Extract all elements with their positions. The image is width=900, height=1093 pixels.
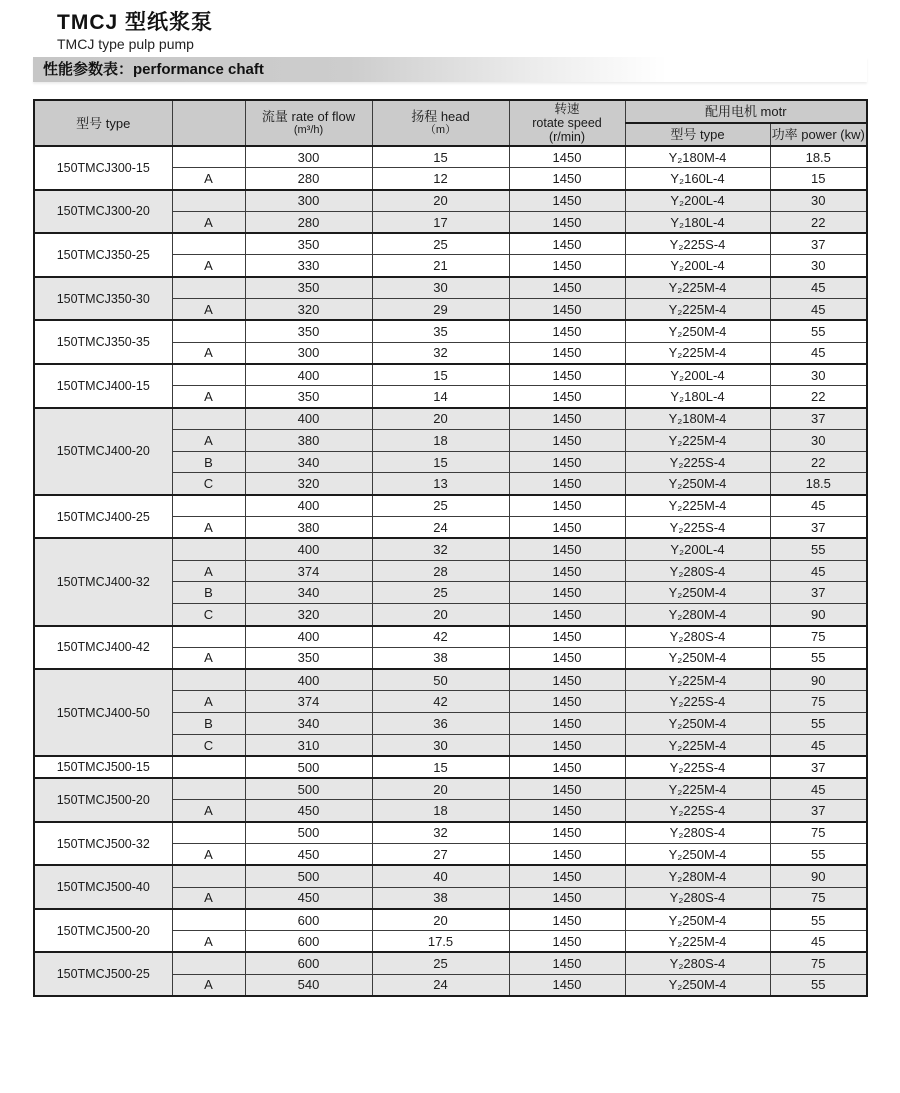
header-motor-type: 型号 type bbox=[625, 123, 770, 146]
variant-cell bbox=[172, 146, 245, 168]
motor-cell: Y₂250M-4 bbox=[625, 320, 770, 342]
motor-cell: Y₂180M-4 bbox=[625, 408, 770, 430]
variant-cell bbox=[172, 952, 245, 974]
table-row bbox=[34, 626, 867, 648]
model-cell: 150TMCJ400-20 bbox=[34, 408, 172, 495]
head-cell: 29 bbox=[372, 299, 509, 321]
motor-cell: Y₂280S-4 bbox=[625, 626, 770, 648]
table-row bbox=[34, 277, 867, 299]
motor-cell: Y₂280S-4 bbox=[625, 822, 770, 844]
variant-cell: B bbox=[172, 451, 245, 473]
motor-cell: Y₂225S-4 bbox=[625, 517, 770, 539]
variant-cell: A bbox=[172, 386, 245, 408]
variant-cell: A bbox=[172, 429, 245, 451]
header-model: 型号 type bbox=[34, 100, 172, 146]
speed-cell: 1450 bbox=[509, 822, 625, 844]
variant-cell: A bbox=[172, 931, 245, 953]
power-cell: 22 bbox=[770, 451, 867, 473]
flow-cell: 500 bbox=[245, 778, 372, 800]
motor-cell: Y₂225M-4 bbox=[625, 669, 770, 691]
header-variant bbox=[172, 100, 245, 146]
speed-cell: 1450 bbox=[509, 299, 625, 321]
variant-cell bbox=[172, 909, 245, 931]
power-cell: 55 bbox=[770, 647, 867, 669]
variant-cell bbox=[172, 320, 245, 342]
head-cell: 20 bbox=[372, 778, 509, 800]
head-cell: 15 bbox=[372, 364, 509, 386]
flow-cell: 340 bbox=[245, 713, 372, 735]
power-cell: 90 bbox=[770, 865, 867, 887]
flow-cell: 540 bbox=[245, 974, 372, 996]
speed-cell: 1450 bbox=[509, 342, 625, 364]
power-cell: 22 bbox=[770, 211, 867, 233]
power-cell: 45 bbox=[770, 735, 867, 757]
motor-cell: Y₂200L-4 bbox=[625, 538, 770, 560]
flow-cell: 374 bbox=[245, 691, 372, 713]
power-cell: 45 bbox=[770, 560, 867, 582]
flow-cell: 450 bbox=[245, 800, 372, 822]
flow-cell: 400 bbox=[245, 669, 372, 691]
power-cell: 45 bbox=[770, 299, 867, 321]
table-header bbox=[34, 100, 867, 146]
motor-cell: Y₂225S-4 bbox=[625, 233, 770, 255]
speed-cell: 1450 bbox=[509, 277, 625, 299]
flow-cell: 500 bbox=[245, 865, 372, 887]
table-row bbox=[34, 822, 867, 844]
power-cell: 75 bbox=[770, 887, 867, 909]
head-cell: 25 bbox=[372, 233, 509, 255]
table-row bbox=[34, 909, 867, 931]
variant-cell: A bbox=[172, 168, 245, 190]
head-cell: 20 bbox=[372, 408, 509, 430]
speed-cell: 1450 bbox=[509, 168, 625, 190]
speed-cell: 1450 bbox=[509, 495, 625, 517]
model-cell: 150TMCJ400-42 bbox=[34, 626, 172, 670]
variant-cell: B bbox=[172, 713, 245, 735]
power-cell: 37 bbox=[770, 800, 867, 822]
head-cell: 24 bbox=[372, 517, 509, 539]
variant-cell: A bbox=[172, 517, 245, 539]
power-cell: 37 bbox=[770, 233, 867, 255]
table-row bbox=[34, 756, 867, 778]
head-cell: 28 bbox=[372, 560, 509, 582]
head-cell: 30 bbox=[372, 277, 509, 299]
speed-cell: 1450 bbox=[509, 146, 625, 168]
model-cell: 150TMCJ300-15 bbox=[34, 146, 172, 190]
head-cell: 25 bbox=[372, 582, 509, 604]
head-cell: 18 bbox=[372, 800, 509, 822]
model-cell: 150TMCJ500-15 bbox=[34, 756, 172, 778]
table-row bbox=[34, 233, 867, 255]
flow-cell: 350 bbox=[245, 233, 372, 255]
model-cell: 150TMCJ300-20 bbox=[34, 190, 172, 234]
motor-cell: Y₂225S-4 bbox=[625, 756, 770, 778]
motor-cell: Y₂225M-4 bbox=[625, 429, 770, 451]
speed-cell: 1450 bbox=[509, 320, 625, 342]
flow-cell: 300 bbox=[245, 190, 372, 212]
speed-cell: 1450 bbox=[509, 517, 625, 539]
flow-cell: 500 bbox=[245, 756, 372, 778]
head-cell: 17 bbox=[372, 211, 509, 233]
speed-cell: 1450 bbox=[509, 386, 625, 408]
power-cell: 55 bbox=[770, 844, 867, 866]
variant-cell bbox=[172, 756, 245, 778]
motor-cell: Y₂225M-4 bbox=[625, 299, 770, 321]
power-cell: 15 bbox=[770, 168, 867, 190]
model-cell: 150TMCJ350-35 bbox=[34, 320, 172, 364]
flow-cell: 400 bbox=[245, 626, 372, 648]
flow-cell: 300 bbox=[245, 342, 372, 364]
head-cell: 18 bbox=[372, 429, 509, 451]
head-cell: 38 bbox=[372, 887, 509, 909]
power-cell: 75 bbox=[770, 626, 867, 648]
motor-cell: Y₂225M-4 bbox=[625, 931, 770, 953]
variant-cell bbox=[172, 233, 245, 255]
motor-cell: Y₂180M-4 bbox=[625, 146, 770, 168]
model-cell: 150TMCJ500-25 bbox=[34, 952, 172, 996]
table-row bbox=[34, 669, 867, 691]
head-cell: 15 bbox=[372, 756, 509, 778]
table-row bbox=[34, 865, 867, 887]
flow-cell: 400 bbox=[245, 408, 372, 430]
motor-cell: Y₂225M-4 bbox=[625, 495, 770, 517]
motor-cell: Y₂225M-4 bbox=[625, 735, 770, 757]
head-cell: 50 bbox=[372, 669, 509, 691]
performance-table-body bbox=[34, 146, 867, 996]
variant-cell: A bbox=[172, 560, 245, 582]
flow-cell: 340 bbox=[245, 451, 372, 473]
head-cell: 14 bbox=[372, 386, 509, 408]
model-cell: 150TMCJ400-50 bbox=[34, 669, 172, 756]
power-cell: 30 bbox=[770, 429, 867, 451]
head-cell: 42 bbox=[372, 691, 509, 713]
power-cell: 30 bbox=[770, 255, 867, 277]
variant-cell bbox=[172, 495, 245, 517]
speed-cell: 1450 bbox=[509, 735, 625, 757]
flow-cell: 320 bbox=[245, 604, 372, 626]
power-cell: 55 bbox=[770, 538, 867, 560]
power-cell: 45 bbox=[770, 277, 867, 299]
flow-cell: 350 bbox=[245, 277, 372, 299]
motor-cell: Y₂250M-4 bbox=[625, 713, 770, 735]
flow-cell: 310 bbox=[245, 735, 372, 757]
motor-cell: Y₂200L-4 bbox=[625, 255, 770, 277]
head-cell: 13 bbox=[372, 473, 509, 495]
motor-cell: Y₂280S-4 bbox=[625, 887, 770, 909]
variant-cell bbox=[172, 626, 245, 648]
speed-cell: 1450 bbox=[509, 429, 625, 451]
head-cell: 15 bbox=[372, 451, 509, 473]
speed-cell: 1450 bbox=[509, 408, 625, 430]
variant-cell: C bbox=[172, 735, 245, 757]
flow-cell: 330 bbox=[245, 255, 372, 277]
model-cell: 150TMCJ500-40 bbox=[34, 865, 172, 909]
speed-cell: 1450 bbox=[509, 538, 625, 560]
power-cell: 37 bbox=[770, 582, 867, 604]
header-motor-group: 配用电机 motr bbox=[625, 100, 867, 123]
head-cell: 21 bbox=[372, 255, 509, 277]
power-cell: 37 bbox=[770, 756, 867, 778]
power-cell: 37 bbox=[770, 517, 867, 539]
flow-cell: 600 bbox=[245, 952, 372, 974]
motor-cell: Y₂225M-4 bbox=[625, 342, 770, 364]
speed-cell: 1450 bbox=[509, 909, 625, 931]
speed-cell: 1450 bbox=[509, 887, 625, 909]
variant-cell bbox=[172, 364, 245, 386]
model-cell: 150TMCJ400-25 bbox=[34, 495, 172, 539]
flow-cell: 374 bbox=[245, 560, 372, 582]
flow-cell: 340 bbox=[245, 582, 372, 604]
table-row bbox=[34, 146, 867, 168]
motor-cell: Y₂250M-4 bbox=[625, 844, 770, 866]
variant-cell: A bbox=[172, 887, 245, 909]
speed-cell: 1450 bbox=[509, 473, 625, 495]
head-cell: 27 bbox=[372, 844, 509, 866]
head-cell: 24 bbox=[372, 974, 509, 996]
flow-cell: 280 bbox=[245, 168, 372, 190]
head-cell: 25 bbox=[372, 495, 509, 517]
performance-table bbox=[33, 99, 868, 997]
speed-cell: 1450 bbox=[509, 778, 625, 800]
power-cell: 75 bbox=[770, 822, 867, 844]
power-cell: 55 bbox=[770, 320, 867, 342]
head-cell: 17.5 bbox=[372, 931, 509, 953]
motor-cell: Y₂225M-4 bbox=[625, 277, 770, 299]
variant-cell bbox=[172, 865, 245, 887]
speed-cell: 1450 bbox=[509, 865, 625, 887]
speed-cell: 1450 bbox=[509, 713, 625, 735]
power-cell: 18.5 bbox=[770, 473, 867, 495]
flow-cell: 450 bbox=[245, 887, 372, 909]
section-banner bbox=[33, 57, 867, 82]
variant-cell: A bbox=[172, 800, 245, 822]
table-row bbox=[34, 778, 867, 800]
variant-cell bbox=[172, 190, 245, 212]
motor-cell: Y₂160L-4 bbox=[625, 168, 770, 190]
speed-cell: 1450 bbox=[509, 451, 625, 473]
speed-cell: 1450 bbox=[509, 560, 625, 582]
header-head: 扬程 head （m） bbox=[372, 100, 509, 146]
model-cell: 150TMCJ400-15 bbox=[34, 364, 172, 408]
speed-cell: 1450 bbox=[509, 691, 625, 713]
motor-cell: Y₂250M-4 bbox=[625, 974, 770, 996]
table-row bbox=[34, 320, 867, 342]
page-title: TMCJ 型纸浆泵 bbox=[57, 11, 213, 34]
head-cell: 42 bbox=[372, 626, 509, 648]
table-row bbox=[34, 190, 867, 212]
head-cell: 32 bbox=[372, 538, 509, 560]
table-row bbox=[34, 364, 867, 386]
power-cell: 90 bbox=[770, 604, 867, 626]
speed-cell: 1450 bbox=[509, 211, 625, 233]
head-cell: 35 bbox=[372, 320, 509, 342]
flow-cell: 350 bbox=[245, 386, 372, 408]
flow-cell: 320 bbox=[245, 299, 372, 321]
head-cell: 25 bbox=[372, 952, 509, 974]
model-cell: 150TMCJ500-20 bbox=[34, 909, 172, 953]
model-cell: 150TMCJ400-32 bbox=[34, 538, 172, 625]
head-cell: 12 bbox=[372, 168, 509, 190]
page-subtitle: TMCJ type pulp pump bbox=[57, 36, 194, 52]
header-speed: 转速 rotate speed (r/min) bbox=[509, 100, 625, 146]
motor-cell: Y₂200L-4 bbox=[625, 364, 770, 386]
motor-cell: Y₂200L-4 bbox=[625, 190, 770, 212]
variant-cell: A bbox=[172, 342, 245, 364]
table-row bbox=[34, 952, 867, 974]
model-cell: 150TMCJ500-20 bbox=[34, 778, 172, 822]
speed-cell: 1450 bbox=[509, 669, 625, 691]
variant-cell: C bbox=[172, 473, 245, 495]
motor-cell: Y₂280S-4 bbox=[625, 560, 770, 582]
model-cell: 150TMCJ500-32 bbox=[34, 822, 172, 866]
variant-cell bbox=[172, 822, 245, 844]
variant-cell: A bbox=[172, 691, 245, 713]
variant-cell: A bbox=[172, 255, 245, 277]
flow-cell: 600 bbox=[245, 909, 372, 931]
head-cell: 30 bbox=[372, 735, 509, 757]
power-cell: 75 bbox=[770, 952, 867, 974]
flow-cell: 280 bbox=[245, 211, 372, 233]
flow-cell: 300 bbox=[245, 146, 372, 168]
motor-cell: Y₂280M-4 bbox=[625, 604, 770, 626]
motor-cell: Y₂250M-4 bbox=[625, 647, 770, 669]
speed-cell: 1450 bbox=[509, 800, 625, 822]
motor-cell: Y₂180L-4 bbox=[625, 386, 770, 408]
power-cell: 45 bbox=[770, 931, 867, 953]
flow-cell: 320 bbox=[245, 473, 372, 495]
motor-cell: Y₂225S-4 bbox=[625, 451, 770, 473]
variant-cell: C bbox=[172, 604, 245, 626]
motor-cell: Y₂225S-4 bbox=[625, 800, 770, 822]
header-motor-power: 功率 power (kw) bbox=[770, 123, 867, 146]
head-cell: 32 bbox=[372, 822, 509, 844]
header-flow: 流量 rate of flow (m³/h) bbox=[245, 100, 372, 146]
flow-cell: 380 bbox=[245, 429, 372, 451]
motor-cell: Y₂225M-4 bbox=[625, 778, 770, 800]
speed-cell: 1450 bbox=[509, 255, 625, 277]
variant-cell bbox=[172, 778, 245, 800]
flow-cell: 350 bbox=[245, 320, 372, 342]
speed-cell: 1450 bbox=[509, 931, 625, 953]
table-row bbox=[34, 495, 867, 517]
variant-cell bbox=[172, 277, 245, 299]
table-row bbox=[34, 538, 867, 560]
head-cell: 20 bbox=[372, 909, 509, 931]
flow-cell: 400 bbox=[245, 538, 372, 560]
speed-cell: 1450 bbox=[509, 647, 625, 669]
speed-cell: 1450 bbox=[509, 364, 625, 386]
variant-cell bbox=[172, 538, 245, 560]
power-cell: 45 bbox=[770, 778, 867, 800]
power-cell: 55 bbox=[770, 974, 867, 996]
model-cell: 150TMCJ350-25 bbox=[34, 233, 172, 277]
motor-cell: Y₂250M-4 bbox=[625, 473, 770, 495]
speed-cell: 1450 bbox=[509, 604, 625, 626]
power-cell: 30 bbox=[770, 364, 867, 386]
speed-cell: 1450 bbox=[509, 626, 625, 648]
power-cell: 55 bbox=[770, 909, 867, 931]
power-cell: 55 bbox=[770, 713, 867, 735]
motor-cell: Y₂250M-4 bbox=[625, 582, 770, 604]
speed-cell: 1450 bbox=[509, 974, 625, 996]
speed-cell: 1450 bbox=[509, 844, 625, 866]
power-cell: 30 bbox=[770, 190, 867, 212]
speed-cell: 1450 bbox=[509, 190, 625, 212]
variant-cell bbox=[172, 408, 245, 430]
variant-cell: A bbox=[172, 844, 245, 866]
motor-cell: Y₂225S-4 bbox=[625, 691, 770, 713]
variant-cell: A bbox=[172, 299, 245, 321]
head-cell: 15 bbox=[372, 146, 509, 168]
head-cell: 20 bbox=[372, 604, 509, 626]
head-cell: 36 bbox=[372, 713, 509, 735]
model-cell: 150TMCJ350-30 bbox=[34, 277, 172, 321]
speed-cell: 1450 bbox=[509, 756, 625, 778]
flow-cell: 600 bbox=[245, 931, 372, 953]
variant-cell: A bbox=[172, 211, 245, 233]
power-cell: 45 bbox=[770, 495, 867, 517]
flow-cell: 450 bbox=[245, 844, 372, 866]
speed-cell: 1450 bbox=[509, 582, 625, 604]
flow-cell: 400 bbox=[245, 495, 372, 517]
motor-cell: Y₂250M-4 bbox=[625, 909, 770, 931]
motor-cell: Y₂280M-4 bbox=[625, 865, 770, 887]
head-cell: 40 bbox=[372, 865, 509, 887]
head-cell: 20 bbox=[372, 190, 509, 212]
power-cell: 22 bbox=[770, 386, 867, 408]
variant-cell: B bbox=[172, 582, 245, 604]
section-banner-label: 性能参数表：performance chaft bbox=[43, 61, 264, 78]
variant-cell: A bbox=[172, 974, 245, 996]
table-row bbox=[34, 408, 867, 430]
variant-cell: A bbox=[172, 647, 245, 669]
speed-cell: 1450 bbox=[509, 952, 625, 974]
head-cell: 32 bbox=[372, 342, 509, 364]
flow-cell: 400 bbox=[245, 364, 372, 386]
variant-cell bbox=[172, 669, 245, 691]
speed-cell: 1450 bbox=[509, 233, 625, 255]
power-cell: 37 bbox=[770, 408, 867, 430]
head-cell: 38 bbox=[372, 647, 509, 669]
power-cell: 90 bbox=[770, 669, 867, 691]
motor-cell: Y₂280S-4 bbox=[625, 952, 770, 974]
power-cell: 45 bbox=[770, 342, 867, 364]
flow-cell: 500 bbox=[245, 822, 372, 844]
power-cell: 18.5 bbox=[770, 146, 867, 168]
flow-cell: 380 bbox=[245, 517, 372, 539]
motor-cell: Y₂180L-4 bbox=[625, 211, 770, 233]
power-cell: 75 bbox=[770, 691, 867, 713]
flow-cell: 350 bbox=[245, 647, 372, 669]
